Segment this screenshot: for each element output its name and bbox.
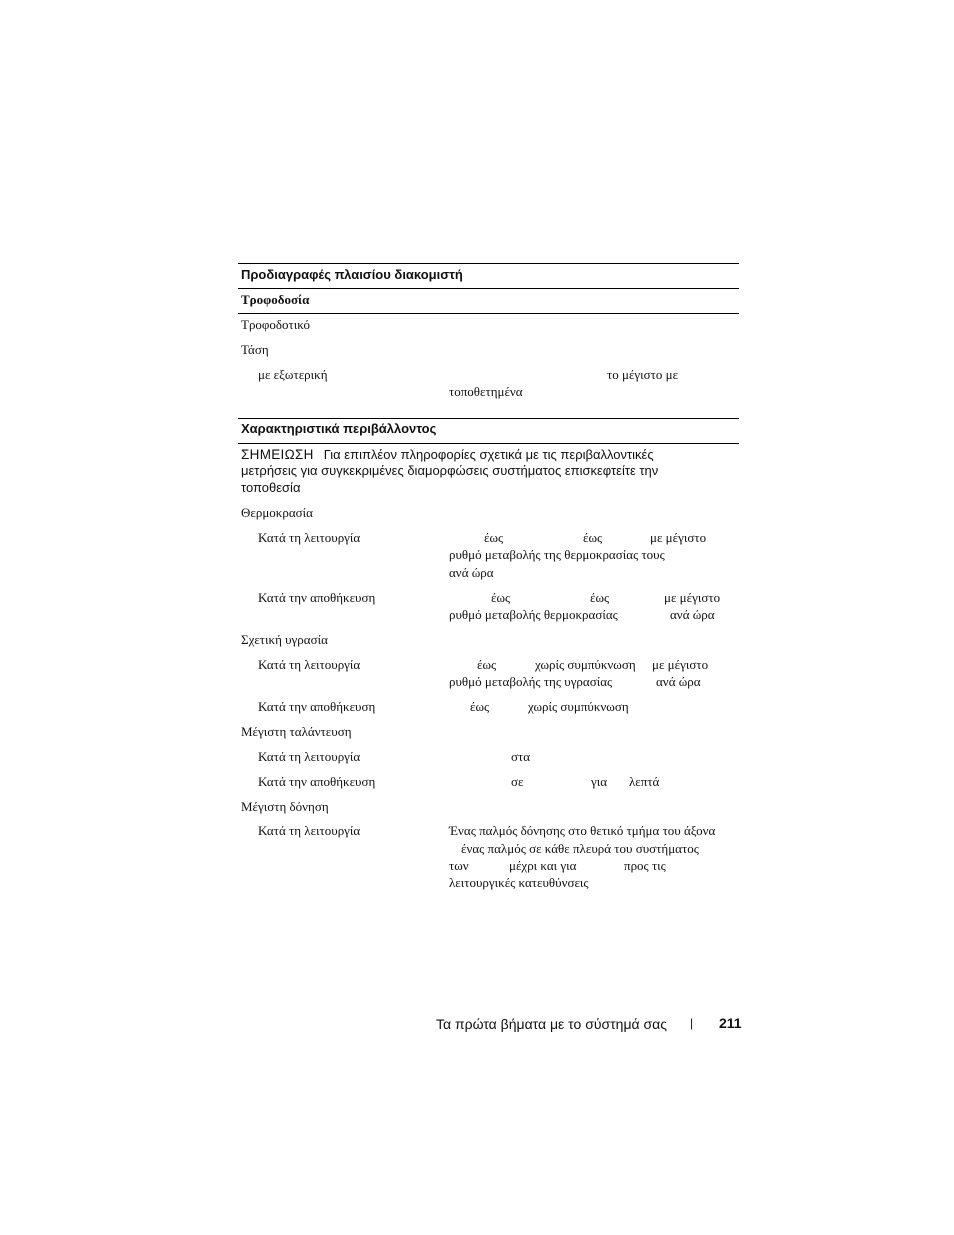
hum-operating-v2b: ανά ώρα	[656, 674, 701, 689]
shock-operating-v2: ένας παλμός σε κάθε πλευρά του συστήματος	[461, 841, 699, 856]
temp-operating-v3: ανά ώρα	[449, 565, 494, 580]
temp-storage-v1a: έως	[491, 590, 511, 605]
footer-separator: |	[690, 1016, 694, 1030]
vibration-label: Μέγιστη ταλάντευση	[241, 724, 352, 739]
temp-operating-v1a: έως	[484, 530, 504, 545]
note-text-1: Για επιπλέον πληροφορίες σχετικά με τις περιβαλλοντικές	[323, 447, 654, 462]
footer-section-title: Τα πρώτα βήματα με το σύστημά σας	[436, 1016, 667, 1032]
vib-storage-v1c: λεπτά	[629, 774, 660, 789]
hum-storage-v1a: έως	[470, 699, 490, 714]
power-supply-label: Τροφοδοτικό	[241, 317, 311, 332]
temp-storage-v2b: ανά ώρα	[670, 607, 715, 622]
temp-operating-label: Κατά τη λειτουργία	[258, 530, 361, 545]
temp-operating-v1b: έως	[583, 530, 603, 545]
hum-operating-v1b: χωρίς συμπύκνωση	[535, 657, 636, 672]
hum-storage-label: Κατά την αποθήκευση	[258, 699, 376, 714]
external-label: με εξωτερική	[258, 367, 328, 382]
shock-operating-v3a: των	[449, 858, 469, 873]
temp-storage-v1b: έως	[590, 590, 610, 605]
external-value-1: το μέγιστο με	[607, 367, 679, 382]
env-heading-rule	[238, 443, 739, 444]
env-heading: Χαρακτηριστικά περιβάλλοντος	[241, 421, 437, 436]
hum-operating-label: Κατά τη λειτουργία	[258, 657, 361, 672]
temp-storage-v1c: με μέγιστο	[664, 590, 721, 605]
hum-operating-v2a: ρυθμό μεταβολής της υγρασίας	[449, 674, 613, 689]
external-value-2: τοποθετημένα	[449, 384, 523, 399]
temp-storage-v2a: ρυθμό μεταβολής θερμοκρασίας	[449, 607, 618, 622]
hum-operating-v1c: με μέγιστο	[652, 657, 709, 672]
hum-operating-v1a: έως	[477, 657, 497, 672]
temp-storage-label: Κατά την αποθήκευση	[258, 590, 376, 605]
shock-operating-v1: Ένας παλμός δόνησης στο θετικό τμήμα του άξονα	[449, 823, 716, 838]
note-text-2: μετρήσεις για συγκεκριμένες διαμορφώσεις συστήματος επισκεφτείτε την	[241, 463, 659, 478]
vib-operating-v1: στα	[511, 749, 531, 764]
note-line-1	[241, 446, 654, 464]
humidity-label: Σχετική υγρασία	[241, 632, 328, 647]
power-heading-rule	[238, 313, 739, 314]
vib-storage-v1a: σε	[511, 774, 524, 789]
shock-operating-v4: λειτουργικές κατευθύνσεις	[449, 875, 589, 890]
hum-storage-v1b: χωρίς συμπύκνωση	[528, 699, 629, 714]
note-text-3: τοποθεσία	[241, 480, 301, 495]
table-top-rule	[238, 263, 739, 264]
shock-operating-v3c: προς τις	[624, 858, 666, 873]
env-top-rule	[238, 418, 739, 419]
title-rule	[238, 288, 739, 289]
power-heading: Τροφοδοσία	[241, 292, 310, 307]
table-title: Προδιαγραφές πλαισίου διακομιστή	[241, 267, 463, 282]
note-label: ΣΗΜΕΙΩΣΗ	[241, 447, 314, 462]
page-number: 211	[719, 1015, 742, 1031]
temp-operating-v1c: με μέγιστο	[650, 530, 707, 545]
vib-storage-v1b: για	[591, 774, 608, 789]
vib-operating-label: Κατά τη λειτουργία	[258, 749, 361, 764]
shock-operating-v3b: μέχρι και για	[509, 858, 577, 873]
temp-operating-v2: ρυθμό μεταβολής της θερμοκρασίας τους	[449, 547, 665, 562]
vib-storage-label: Κατά την αποθήκευση	[258, 774, 376, 789]
temperature-label: Θερμοκρασία	[241, 505, 313, 520]
voltage-label: Τάση	[241, 342, 269, 357]
shock-operating-label: Κατά τη λειτουργία	[258, 823, 361, 838]
shock-label: Μέγιστη δόνηση	[241, 799, 329, 814]
